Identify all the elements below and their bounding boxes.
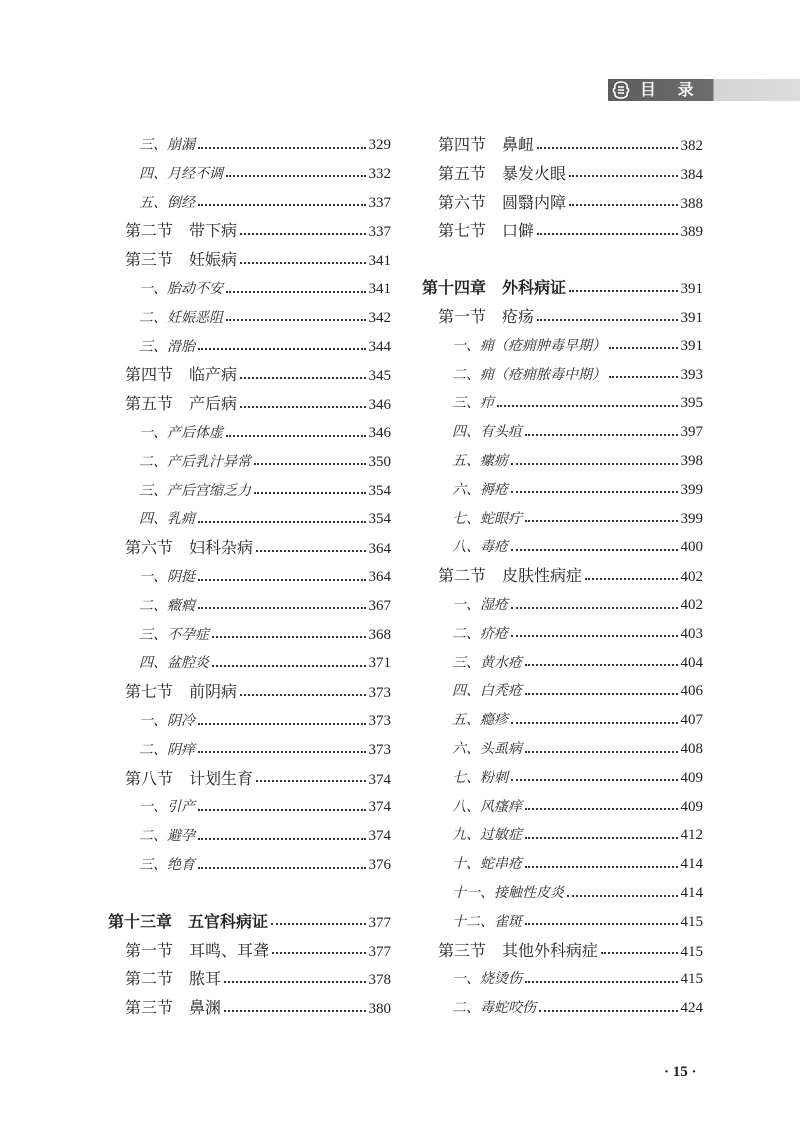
toc-entry-title: 二、痈（疮痈脓毒中期） <box>452 366 606 383</box>
toc-entry-title: 三、不孕症 <box>139 626 209 643</box>
dot-leader <box>240 376 365 379</box>
toc-entry <box>438 938 703 964</box>
dot-leader <box>525 433 678 436</box>
toc-entry <box>139 478 391 504</box>
toc-entry-title: 第二节 脓耳 <box>125 969 222 989</box>
toc-entry-title: 八、毒疮 <box>452 539 508 556</box>
toc-entry-page: 398 <box>680 453 703 469</box>
dot-leader <box>226 174 366 177</box>
toc-entry-title: 四、月经不调 <box>139 165 223 182</box>
toc-entry-title: 一、湿疮 <box>452 597 508 613</box>
toc-entry-page: 378 <box>368 972 391 989</box>
toc-entry-title: 第六节 圆翳内障 <box>438 192 567 212</box>
dot-leader <box>198 146 366 149</box>
toc-entry-page: 367 <box>368 597 391 614</box>
toc-entry-page: 400 <box>680 539 703 556</box>
toc-entry-title: 第三节 鼻渊 <box>125 998 222 1018</box>
dot-leader <box>539 1009 678 1012</box>
toc-entry-page: 424 <box>680 1000 703 1017</box>
toc-entry-title: 第七节 口僻 <box>438 221 535 241</box>
dot-leader <box>609 375 678 378</box>
toc-entry-page: 368 <box>368 626 391 643</box>
toc-entry-title: 六、头虱病 <box>452 741 522 757</box>
toc-entry-page: 364 <box>368 541 391 558</box>
toc-entry <box>452 362 703 388</box>
toc-entry-page: 342 <box>368 309 391 326</box>
toc-entry-title: 二、产后乳汁异常 <box>139 453 251 470</box>
dot-leader <box>609 346 678 349</box>
dot-leader <box>212 635 366 638</box>
toc-entry-page: 393 <box>680 366 703 383</box>
dot-leader <box>497 404 678 407</box>
toc-entry-page: 414 <box>680 885 703 901</box>
toc-entry-page: 346 <box>368 397 391 414</box>
toc-entry-page: 374 <box>368 799 391 816</box>
toc-entry <box>125 679 391 705</box>
toc-entry-title: 五、倒经 <box>139 194 195 211</box>
dot-leader <box>511 548 678 551</box>
toc-entry-page: 415 <box>680 913 703 930</box>
toc-entry-title: 一、胎动不安 <box>139 281 223 297</box>
toc-entry <box>452 880 703 906</box>
toc-entry <box>452 995 703 1021</box>
toc-entry <box>438 304 703 330</box>
toc-entry-title: 一、阴挺 <box>139 569 195 585</box>
dot-leader <box>212 664 366 667</box>
toc-entry <box>139 305 391 331</box>
toc-entry-title: 三、疖 <box>452 395 494 412</box>
toc-entry-title: 八、风瘙痒 <box>452 798 522 815</box>
toc-entry-page: 402 <box>680 597 703 613</box>
toc-entry-page: 402 <box>680 569 703 586</box>
toc-entry-title: 第二节 皮肤性病症 <box>438 566 583 586</box>
toc-entry <box>125 995 391 1021</box>
dot-leader <box>226 318 366 321</box>
toc-entry <box>452 534 703 560</box>
toc-entry <box>452 419 703 445</box>
toc-entry <box>139 650 391 676</box>
dot-leader <box>567 894 678 897</box>
dot-leader <box>198 606 366 609</box>
dot-leader <box>198 347 366 350</box>
toc-entry-page: 391 <box>680 281 703 298</box>
toc-entry-page: 329 <box>368 137 391 153</box>
dot-leader <box>226 290 366 293</box>
dot-leader <box>511 462 678 465</box>
dot-leader <box>240 405 365 408</box>
toc-entry-title: 四、乳痈 <box>139 511 195 528</box>
header-band <box>608 79 800 101</box>
toc-entry-page: 376 <box>368 857 391 873</box>
toc-entry-title: 四、白秃疮 <box>452 683 522 700</box>
toc-entry <box>452 333 703 359</box>
toc-entry-page: 337 <box>368 194 391 211</box>
dot-leader <box>240 232 365 235</box>
toc-entry-title: 七、粉刺 <box>452 769 508 786</box>
toc-entry-page: 371 <box>368 655 391 672</box>
toc-entry-title: 七、蛇眼疔 <box>452 510 522 527</box>
dot-leader <box>525 750 678 753</box>
toc-entry-page: 345 <box>368 368 391 385</box>
toc-entry-page: 350 <box>368 453 391 470</box>
toc-entry <box>452 794 703 820</box>
toc-entry-page: 380 <box>368 1001 391 1018</box>
toc-entry-title: 第四节 临产病 <box>125 365 238 385</box>
toc-entry <box>139 449 391 475</box>
toc-entry <box>452 506 703 532</box>
toc-entry <box>139 190 391 216</box>
toc-entry <box>452 909 703 935</box>
dot-leader <box>511 490 678 493</box>
dot-leader <box>256 549 365 552</box>
toc-entry <box>139 420 391 446</box>
dot-leader <box>511 634 678 637</box>
toc-entry-title: 四、盆腔炎 <box>139 655 209 672</box>
dot-leader <box>272 951 365 954</box>
toc-entry <box>452 678 703 704</box>
toc-entry <box>452 707 703 733</box>
toc-entry-title: 二、疥疮 <box>452 625 508 642</box>
toc-entry <box>438 190 703 216</box>
toc-entry <box>125 938 391 964</box>
toc-entry-title: 第三节 其他外科病症 <box>438 940 599 960</box>
toc-entry <box>139 794 391 820</box>
toc-entry-page: 409 <box>680 769 703 786</box>
toc-entry-title: 十一、接触性皮炎 <box>452 885 564 901</box>
toc-entry-page: 397 <box>680 424 703 441</box>
dot-leader <box>198 750 366 753</box>
toc-entry-title: 第十四章 外科病证 <box>422 278 567 298</box>
dot-leader <box>198 837 366 840</box>
toc-entry-page: 374 <box>368 828 391 845</box>
toc-entry <box>452 390 703 416</box>
toc-entry-page: 407 <box>680 712 703 729</box>
toc-entry-title: 第一节 耳鸣、耳聋 <box>125 940 270 960</box>
toc-entry-title: 一、引产 <box>139 799 195 816</box>
dot-leader <box>601 951 677 954</box>
dot-leader <box>226 434 366 437</box>
toc-entry <box>125 218 391 244</box>
toc-entry-title: 一、阴冷 <box>139 713 195 729</box>
toc-entry <box>139 708 391 734</box>
toc-entry-page: 346 <box>368 425 391 441</box>
dot-leader <box>511 721 678 724</box>
toc-entry <box>438 161 703 187</box>
dot-leader <box>525 922 678 925</box>
toc-entry-page: 399 <box>680 510 703 527</box>
toc-entry-title: 一、产后体虚 <box>139 425 223 441</box>
dot-leader <box>525 692 678 695</box>
toc-entry-title: 二、阴痒 <box>139 741 195 758</box>
dot-leader <box>525 980 678 983</box>
toc-entry-page: 399 <box>680 481 703 498</box>
toc-entry-title: 第十三章 五官科病证 <box>108 911 269 931</box>
toc-entry-title: 三、崩漏 <box>139 137 195 153</box>
toc-entry-page: 377 <box>368 914 391 931</box>
dot-leader <box>224 1009 365 1012</box>
toc-entry-title: 五、瘰疬 <box>452 453 508 469</box>
toc-entry-page: 337 <box>368 224 391 241</box>
toc-entry <box>139 852 391 878</box>
dot-leader <box>537 232 677 235</box>
dot-leader <box>240 261 365 264</box>
dot-leader <box>198 722 366 725</box>
dot-leader <box>569 174 677 177</box>
toc-entry-title: 二、癥瘕 <box>139 597 195 614</box>
toc-entry-title: 三、产后宫缩乏力 <box>139 482 251 499</box>
toc-entry-page: 415 <box>680 943 703 960</box>
toc-entry <box>139 593 391 619</box>
toc-entry-page: 384 <box>680 166 703 183</box>
toc-entry-title: 第一节 疮疡 <box>438 307 535 326</box>
toc-entry-title: 九、过敏症 <box>452 827 522 844</box>
toc-entry <box>139 276 391 302</box>
toc-entry <box>139 161 391 187</box>
dot-leader <box>198 578 366 581</box>
toc-entry-page: 403 <box>680 625 703 642</box>
dot-leader <box>537 146 677 149</box>
toc-entry-page: 373 <box>368 741 391 758</box>
toc-entry-page: 391 <box>680 337 703 354</box>
dot-leader <box>525 865 678 868</box>
toc-entry-page: 412 <box>680 827 703 844</box>
toc-entry-page: 344 <box>368 338 391 355</box>
toc-entry <box>139 132 391 158</box>
toc-entry-page: 373 <box>368 713 391 729</box>
dot-leader <box>198 203 366 206</box>
toc-entry <box>125 535 391 561</box>
toc-entry-page: 354 <box>368 482 391 499</box>
dot-leader <box>254 462 366 465</box>
toc-entry <box>108 909 391 935</box>
toc-entry-title: 六、褥疮 <box>452 481 508 498</box>
toc-entry-page: 341 <box>368 253 391 270</box>
ornament-icon <box>608 79 634 101</box>
toc-entry <box>452 966 703 992</box>
toc-entry-title: 三、滑胎 <box>139 338 195 355</box>
section-title: 目 录 <box>640 80 702 99</box>
toc-entry-page: 414 <box>680 856 703 873</box>
dot-leader <box>224 980 365 983</box>
dot-leader <box>511 606 678 609</box>
toc-entry-page: 354 <box>368 511 391 528</box>
toc-entry-title: 第二节 带下病 <box>125 221 238 241</box>
toc-entry <box>452 822 703 848</box>
toc-entry-title: 一、痈（疮痈肿毒早期） <box>452 337 606 354</box>
toc-entry <box>452 621 703 647</box>
toc-entry-title: 二、避孕 <box>139 828 195 845</box>
toc-entry <box>452 477 703 503</box>
toc-entry-page: 406 <box>680 683 703 700</box>
toc-entry-page: 388 <box>680 195 703 212</box>
toc-entry <box>125 247 391 273</box>
dot-leader <box>240 693 365 696</box>
toc-entry <box>139 506 391 532</box>
toc-entry-title: 第五节 产后病 <box>125 394 238 414</box>
toc-entry-page: 409 <box>680 798 703 815</box>
toc-entry <box>139 622 391 648</box>
toc-entry <box>452 765 703 791</box>
toc-entry-page: 332 <box>368 165 391 182</box>
toc-entry-page: 373 <box>368 685 391 702</box>
toc-entry-page: 395 <box>680 395 703 412</box>
toc-entry-page: 389 <box>680 224 703 241</box>
toc-entry-page: 382 <box>680 138 703 154</box>
dot-leader <box>198 520 366 523</box>
dot-leader <box>511 778 678 781</box>
dot-leader <box>525 807 678 810</box>
toc-entry <box>125 362 391 388</box>
toc-entry <box>452 448 703 474</box>
toc-entry-page: 408 <box>680 741 703 757</box>
dot-leader <box>256 779 365 782</box>
dot-leader <box>585 577 677 580</box>
toc-entry-title: 四、有头疽 <box>452 424 522 441</box>
toc-entry-page: 374 <box>368 771 391 788</box>
dot-leader <box>525 519 678 522</box>
toc-entry-page: 341 <box>368 281 391 297</box>
toc-entry-title: 第三节 妊娠病 <box>125 250 238 270</box>
toc-entry-title: 第八节 计划生育 <box>125 768 254 788</box>
toc-entry <box>139 564 391 590</box>
toc-entry <box>139 334 391 360</box>
toc-entry <box>422 275 703 301</box>
toc-entry-page: 415 <box>680 971 703 988</box>
toc-entry <box>452 592 703 618</box>
toc-entry-title: 十、蛇串疮 <box>452 856 522 873</box>
toc-entry <box>139 823 391 849</box>
toc-entry-page: 377 <box>368 943 391 960</box>
toc-entry-title: 十二、雀斑 <box>452 913 522 930</box>
toc-entry-title: 三、绝育 <box>139 857 195 873</box>
dot-leader <box>254 491 366 494</box>
dot-leader <box>271 922 365 925</box>
toc-entry <box>452 851 703 877</box>
toc-entry <box>452 650 703 676</box>
toc-entry-title: 第六节 妇科杂病 <box>125 538 254 558</box>
toc-entry <box>139 737 391 763</box>
toc-entry-page: 391 <box>680 310 703 326</box>
toc-entry <box>125 966 391 992</box>
dot-leader <box>198 808 366 811</box>
dot-leader <box>525 663 678 666</box>
toc-entry-page: 364 <box>368 569 391 585</box>
dot-leader <box>569 203 677 206</box>
toc-entry <box>438 218 703 244</box>
toc-entry-title: 五、瘾疹 <box>452 712 508 729</box>
dot-leader <box>198 866 366 869</box>
dot-leader <box>525 836 678 839</box>
toc-entry <box>438 563 703 589</box>
toc-entry <box>125 766 391 792</box>
toc-entry-title: 三、黄水疮 <box>452 654 522 671</box>
toc-entry-title: 第七节 前阴病 <box>125 682 238 702</box>
toc-entry <box>438 132 703 158</box>
toc-entry-title: 二、毒蛇咬伤 <box>452 1000 536 1017</box>
toc-entry-title: 一、烧烫伤 <box>452 971 522 988</box>
toc-entry <box>452 736 703 762</box>
page-number: · 15 · <box>664 1064 697 1080</box>
toc-entry-page: 404 <box>680 654 703 671</box>
toc-entry-title: 第四节 鼻衄 <box>438 135 535 154</box>
toc-entry <box>125 391 391 417</box>
dot-leader <box>537 318 677 321</box>
toc-entry-title: 第五节 暴发火眼 <box>438 163 567 183</box>
dot-leader <box>569 289 677 292</box>
toc-entry-title: 二、妊娠恶阻 <box>139 309 223 326</box>
